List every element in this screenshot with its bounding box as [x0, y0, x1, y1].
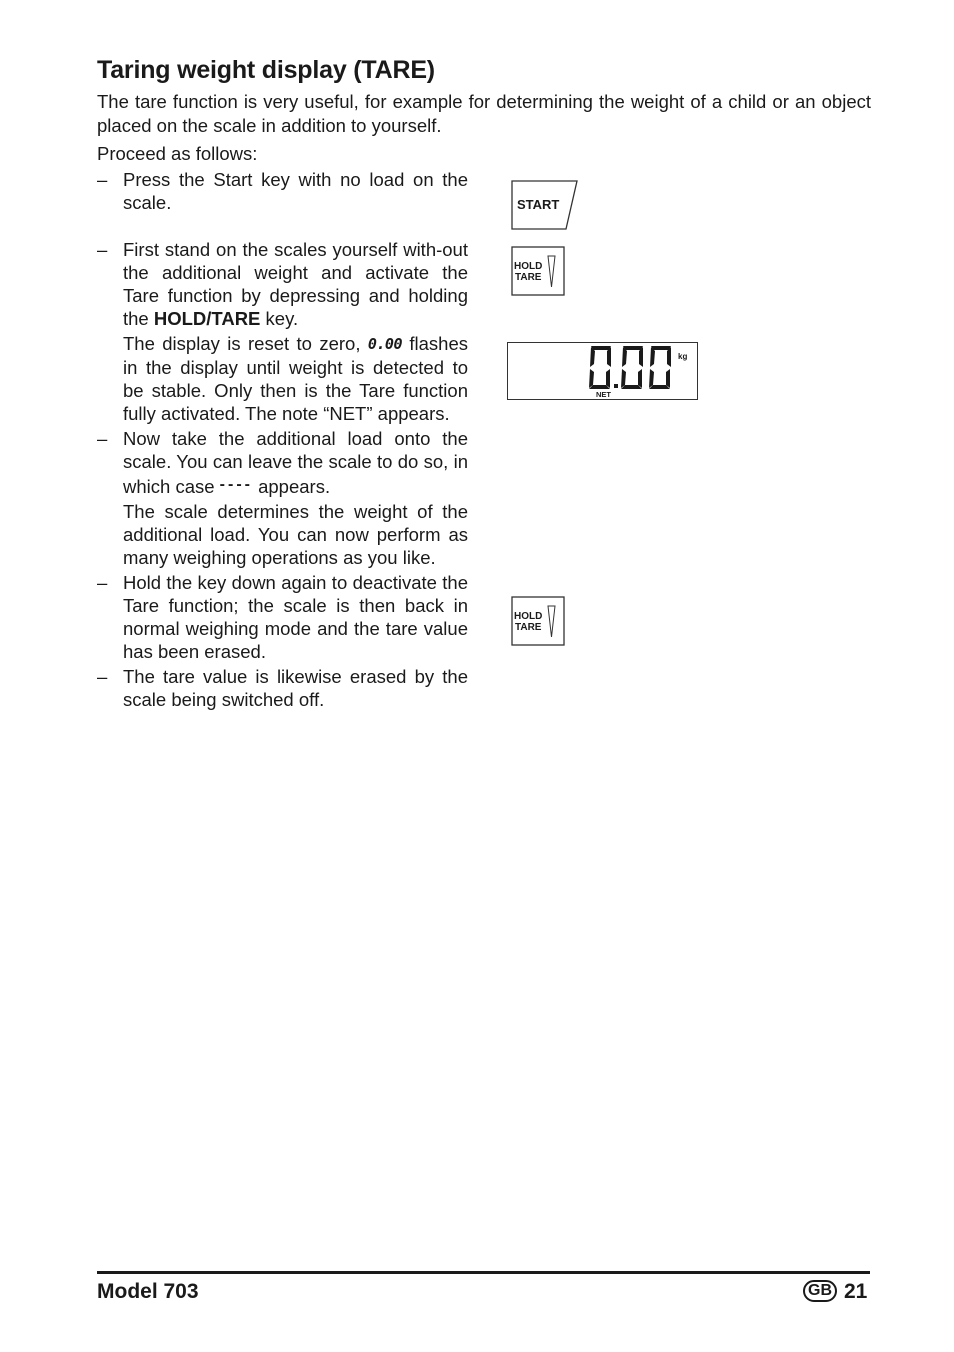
page-title: Taring weight display (TARE)	[97, 56, 435, 84]
page-number: 21	[844, 1280, 868, 1303]
hold-key-label: HOLD	[514, 611, 543, 622]
hold-tare-key-name: HOLD/TARE	[153, 308, 261, 329]
step-detail: The scale determines the weight of the additional load. You can now perform as many weighing operations as you like.	[123, 501, 468, 568]
list-dash: –	[97, 169, 108, 190]
tare-key-label: TARE	[515, 622, 542, 633]
scale-display	[507, 342, 698, 400]
step-detail: The display is reset to zero, 0.00 flashes in the display until weight is detected to be stable. Only then is the Tare function fully activated. The note “NET” appears.	[123, 333, 468, 424]
hold-tare-key-icon	[511, 246, 566, 297]
step-text: First stand on the scales yourself with-out the additional weight and activate the Tare function by depressing and holding the HOLD/TARE key.	[123, 239, 468, 329]
step-deactivate	[97, 571, 468, 663]
list-dash: –	[97, 428, 108, 449]
step-text: The tare value is likewise erased by the scale being switched off.	[123, 666, 468, 710]
model-label: Model 703	[97, 1280, 199, 1303]
step-start	[97, 168, 468, 214]
start-key-icon	[511, 180, 579, 231]
start-key-label: START	[517, 197, 560, 212]
list-dash: –	[97, 666, 108, 687]
country-badge: GB	[803, 1280, 837, 1302]
step-activate-tare	[97, 238, 468, 425]
step-add-load	[97, 427, 468, 569]
inline-dashes-display: ----	[219, 476, 253, 493]
hold-tare-key-icon	[511, 596, 566, 647]
net-indicator: NET	[596, 390, 611, 399]
list-dash: –	[97, 239, 108, 260]
step-switch-off	[97, 665, 468, 711]
step-text: Hold the key down again to deactivate the Tare function; the scale is then back in normal weighing mode and the tare value has been erased.	[123, 572, 468, 662]
proceed-text: Proceed as follows:	[97, 143, 258, 164]
unit-label: kg	[678, 352, 688, 361]
hold-key-label: HOLD	[514, 261, 543, 272]
step-text: Press the Start key with no load on the scale.	[123, 169, 468, 213]
footer-rule	[97, 1271, 870, 1274]
step-text: Now take the additional load onto the scale. You can leave the scale to do so, in which case ---- appears.	[123, 428, 468, 497]
inline-display-value: 0.00	[367, 335, 402, 353]
list-dash: –	[97, 572, 108, 593]
instruction-list	[97, 168, 468, 711]
intro-paragraph: The tare function is very useful, for example for determining the weight of a child or an object placed on the scale in addition to yourself.	[97, 91, 871, 136]
tare-key-label: TARE	[515, 272, 542, 283]
